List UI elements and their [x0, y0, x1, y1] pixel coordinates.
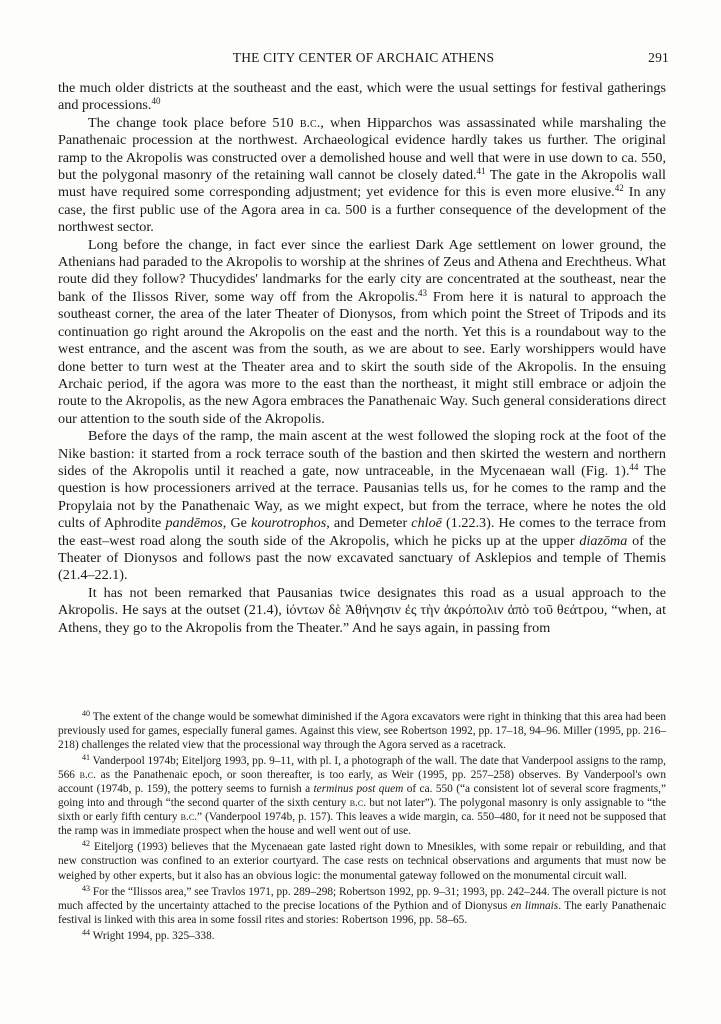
- text-run: The change took place before 510: [88, 114, 300, 131]
- running-head-title: THE CITY CENTER OF ARCHAIC ATHENS: [232, 50, 495, 65]
- italic-term: pandēmos: [165, 515, 223, 532]
- text-run: From here it is natural to approach the southeast corner, the area of the later Theater of Dionysos, from which point the Street of Tripods and its continuation go right around the Akropolis on the east and the north. Yet this is a roundabout way to the west entrance, and the ascent was from the south, as we are about to see. Early worshippers would have done better to turn west at the Theater area and to skirt the south side of the Akropolis. In the ensuing Archaic period, if the agora was more to the east than the northeast, it might still embrace or adjoin the route to the Akropolis, as the new Agora embraces the Panathenaic Way. Such general considerations direct our attention to the south side of the Akropolis.: [58, 288, 666, 427]
- text-run: The gate in the Akropolis wall must have required some corresponding adjustment; yet evidence for this is even more elusive.: [58, 167, 666, 201]
- text-run: the much older districts at the southeast and the east, which were the usual settings for festival gatherings and processions.: [58, 80, 666, 114]
- text-run: , Ge: [222, 515, 252, 532]
- footnote: [58, 710, 666, 752]
- note-reference: 44: [82, 927, 90, 937]
- text-run: Vanderpool 1974b; Eiteljorg 1993, pp. 9–11, with pl. I, a photograph of the wall. The date that Vanderpool assigns to the ramp, 566: [58, 755, 666, 782]
- footnote: [58, 929, 666, 943]
- text-run: Before the days of the ramp, the main ascent at the west followed the sloping rock at the foot of the Nike bastion: it started from a rock terrace south of the bastion and then skirted the western and northern sides of the Akropolis until it reached a gate, now untraceable, in the Mycenaean wall (Fig. 1).: [58, 428, 666, 479]
- footnote: [58, 840, 666, 882]
- paragraph: [58, 115, 666, 237]
- text-run: The extent of the change would be somewhat diminished if the Agora excavators were right in thinking that this area had been previously used for games, especially funeral games. Against this view, see Robertson 1992, pp. 17–18, 94–96. Miller (1995, pp. 216–218) challenges the related view that the processional way through the Agora served as a racetrack.: [58, 711, 666, 752]
- text-run: , when Hipparchos was assassinated while marshaling the Panathenaic procession at the northwest. Archaeological evidence hardly takes us further. The original ramp to the Akropolis was constructed over a demolished house and well that were in use down to ca. 550, but the polygonal masonry of the retaining wall cannot be closely dated.: [58, 114, 666, 184]
- note-reference: 41: [82, 753, 90, 763]
- italic-term: en limnais: [510, 899, 559, 912]
- text-run: . The early Panathenaic festival is linked with this area in some fossil rites and stories: Robertson 1996, pp. 58–65.: [58, 899, 666, 926]
- text-run: (1.22.3). He comes to the terrace from the east–west road along the south side of the Akropolis, which he picks up at the upper: [58, 515, 666, 549]
- text-run: as the Panathenaic epoch, or soon thereafter, is too early, as Weir (1995, pp. 257–258) observes. By Vanderpool's own account (1974b, p. 159), the pottery seems to furnish a: [58, 769, 666, 796]
- era-abbreviation: b.c.: [79, 769, 96, 782]
- note-reference: 44: [629, 461, 639, 472]
- note-reference: 40: [151, 96, 161, 107]
- note-reference: 42: [614, 183, 624, 194]
- italic-term: terminus post quem: [313, 783, 404, 796]
- text-run: but not later”). The polygonal masonry is only assignable to “the sixth or early fifth century: [58, 797, 666, 824]
- note-reference: 40: [82, 709, 90, 718]
- era-abbreviation: b.c.: [180, 811, 197, 824]
- text-run: ” (Vanderpool 1974b, p. 157). This leaves a wide margin, ca. 550–480, for it need not be supposed that the ramp was in immediate prospect when the house and well went out of use.: [58, 811, 666, 838]
- italic-term: diazōma: [579, 532, 628, 549]
- paragraph: [58, 428, 666, 585]
- note-reference: 42: [82, 839, 90, 849]
- era-abbreviation: b.c.: [299, 114, 321, 131]
- text-run: , and Demeter: [326, 515, 412, 532]
- page-number: 291: [648, 50, 669, 65]
- italic-term: kourotrophos: [251, 515, 327, 532]
- footnote: [58, 754, 666, 838]
- text-run: Wright 1994, pp. 325–338.: [90, 929, 215, 942]
- note-reference: 43: [82, 883, 90, 893]
- running-head: [58, 50, 669, 70]
- era-abbreviation: b.c.: [349, 797, 367, 810]
- paragraph: [58, 585, 666, 637]
- text-run: Long before the change, in fact ever since the earliest Dark Age settlement on lower ground, the Athenians had paraded to the Akropolis to worship at the shrines of Zeus and Athena and Erechtheus. What route did they follow? Thucydides' landmarks for the early city are concentrated at the southeast, near the bank of the Ilissos River, some way off from the Akropolis.: [58, 236, 666, 305]
- italic-term: chloē: [411, 515, 442, 532]
- footnotes: [58, 710, 666, 945]
- text-run: In any case, the first public use of the Agora area in ca. 500 is a further consequence of the development of the northwest sector.: [58, 184, 666, 236]
- text-run: of the Theater of Dionysos and follows past the now excavated sanctuary of Asklepios and temple of Themis (21.4–22.1).: [58, 532, 667, 584]
- text-run: It has not been remarked that Pausanias twice designates this road as a usual approach to the Akropolis. He says at the outset (21.4), ἰόντων δὲ Ἀθήνησιν ἐς τὴν ἀκρόπολιν ἀπὸ τοῦ θεάτρου, “when, at Athens, they go to the Akropolis from the Theater.” And he says again, in passing from: [58, 584, 666, 636]
- text-run: of ca. 550 (“a consistent lot of several score fragments,” going into and through “the second quarter of the sixth century: [58, 783, 666, 810]
- note-reference: 43: [418, 287, 427, 298]
- footnote: [58, 885, 666, 927]
- text-run: For the “Ilissos area,” see Travlos 1971, pp. 289–298; Robertson 1992, pp. 9–31; 1993, pp. 242–244. The overall picture is not much affected by the uncertainty attached to the precise locations of the Pythion and of Dionysus: [58, 885, 666, 912]
- text-run: Eiteljorg (1993) believes that the Mycenaean gate lasted right down to Mnesikles, with some repair or rebuilding, and that new construction was confined to an exterior courtyard. The case rests on technical observations and arguments that must now be weighed by other experts, but it also has an obvious logic: the monumental gateway followed on the monumental circuit wall.: [58, 841, 666, 882]
- text-run: The question is how processioners arrived at the terrace. Pausanias tells us, for he comes to the ramp and the Propylaia not by the Panathenaic Way, as we might expect, but from the terrace, where he notes the old cults of Aphrodite: [58, 462, 666, 532]
- paragraph: [58, 237, 666, 428]
- paragraph: [58, 80, 666, 115]
- main-text: [58, 80, 666, 637]
- note-reference: 41: [476, 166, 486, 177]
